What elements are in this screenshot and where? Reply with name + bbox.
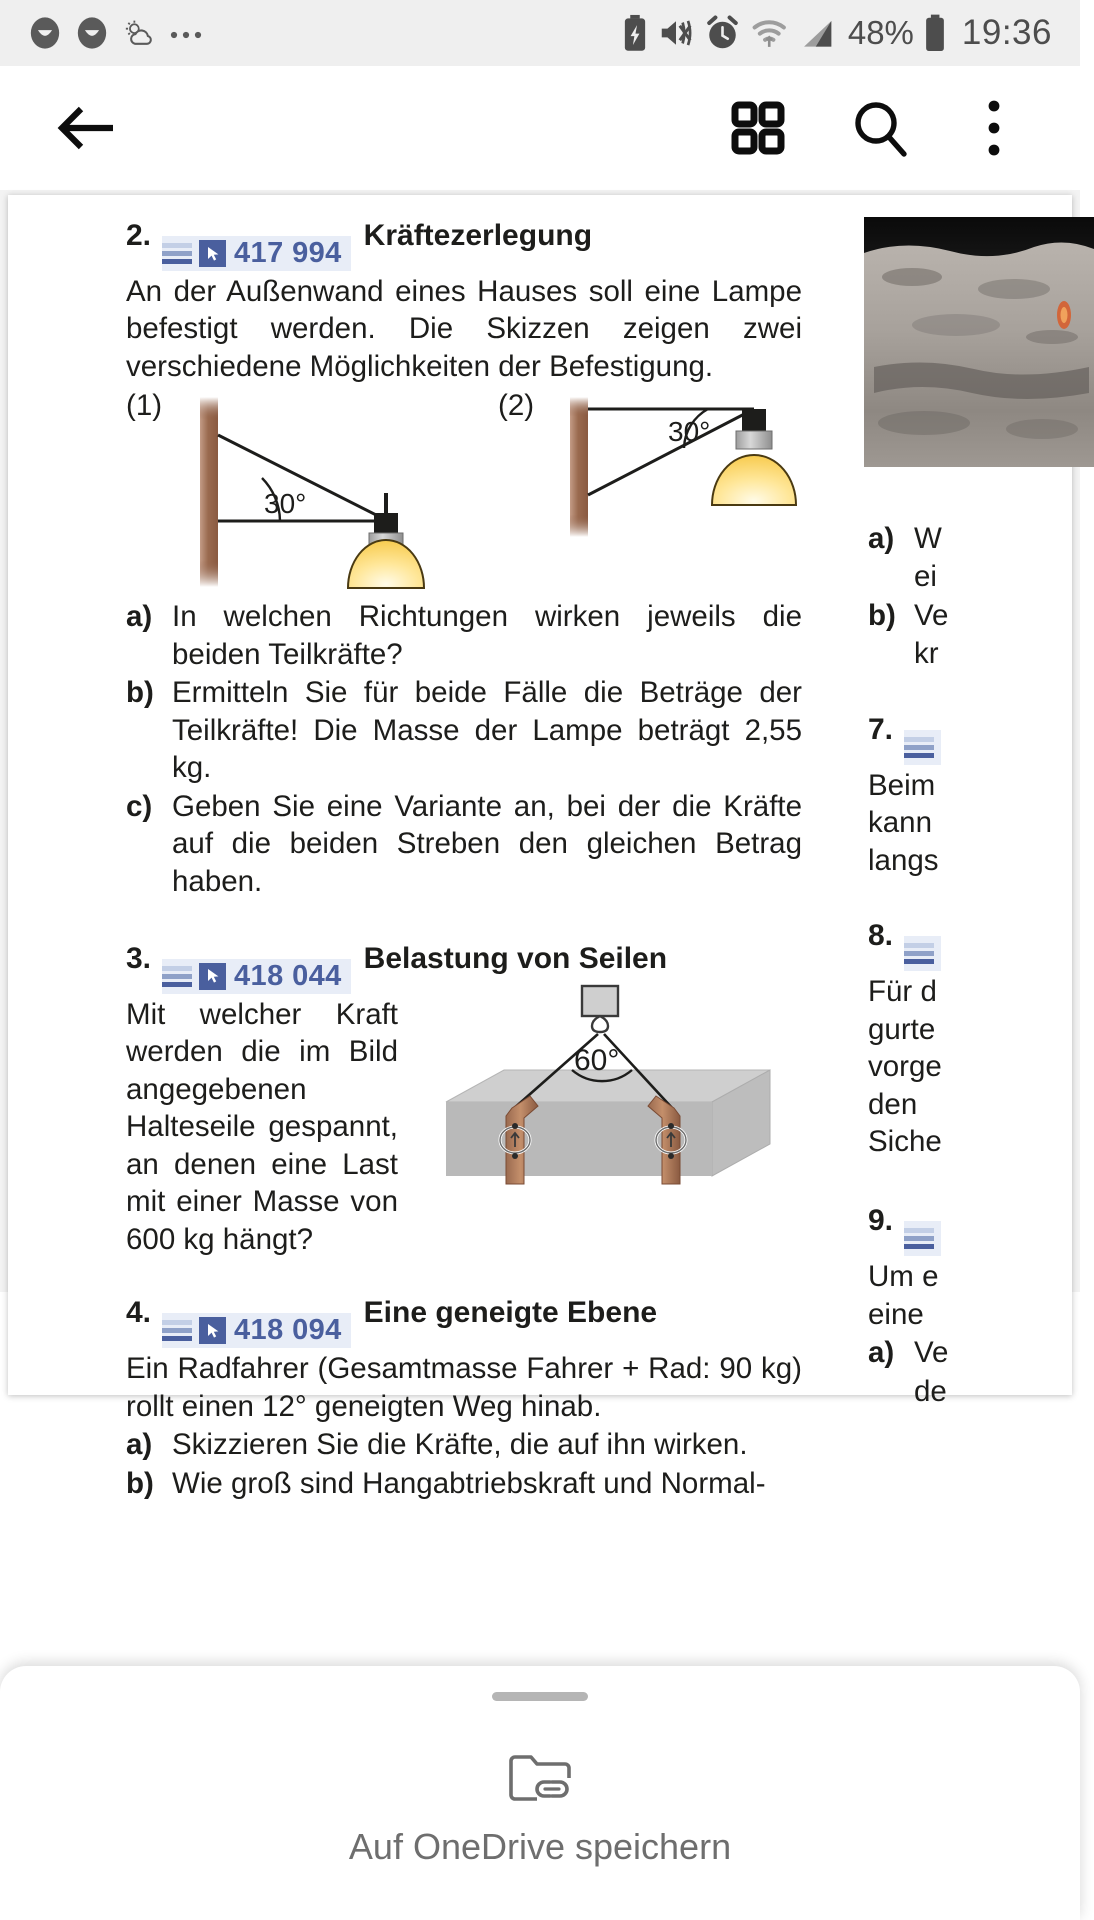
status-bar-left (28, 16, 622, 50)
exercise-number: 2. (126, 219, 152, 252)
weather-icon (122, 17, 155, 50)
more-dots-icon (168, 26, 210, 40)
list-item (868, 558, 1078, 595)
item-text: kr (914, 637, 939, 671)
figure-label-1: (1) (126, 389, 163, 423)
item-text: Ve (914, 1336, 949, 1370)
exercise-header-8 (868, 917, 1078, 968)
cursor-icon (199, 963, 226, 990)
exercise-2-intro: An der Außenwand eines Hauses soll eine Lampe befestigt werden. Die Skizzen zeigen zwei verschiedene Möglichkeiten der Befestigung. (126, 275, 802, 383)
onedrive-save-label[interactable]: Auf OneDrive speichern (348, 1826, 732, 1867)
wifi-icon (750, 14, 790, 52)
figure-label-2: (2) (498, 389, 535, 423)
back-arrow-icon[interactable] (40, 82, 132, 174)
exercise-7-line: langs (868, 843, 939, 877)
exercise-7-line: kann (868, 806, 932, 840)
bars-icon (904, 1228, 934, 1249)
list-item (126, 1465, 802, 1502)
exercise-title: Eine geneigte Ebene (363, 1296, 658, 1330)
exercise-number: 4. (126, 1296, 152, 1330)
exercise-7-line: Beim (868, 768, 936, 802)
item-key (868, 1373, 914, 1410)
item-key (868, 635, 914, 672)
onedrive-save-icon[interactable] (507, 1749, 573, 1812)
emoji-icon (75, 16, 109, 50)
battery-saver-icon (622, 14, 648, 52)
exercise-code-badge[interactable] (904, 730, 941, 765)
mute-vibrate-icon (657, 14, 695, 52)
drag-handle[interactable] (492, 1692, 588, 1701)
exercise-8-line: den (868, 1087, 918, 1121)
item-text: W (914, 522, 942, 555)
exercise-3-intro: Mit welcher Kraft werden die im Bild angegebenen Halteseile gespannt, an denen eine Last mit einer Masse von 600 kg hängt? (126, 997, 398, 1256)
item-key: b) (868, 598, 896, 632)
exercise-code-badge[interactable] (162, 236, 351, 271)
item-key: a) (126, 1428, 153, 1462)
status-bar-right (622, 13, 1052, 53)
svg-text:30°: 30° (668, 416, 711, 448)
bars-icon (162, 966, 192, 987)
emoji-icon (28, 16, 62, 50)
item-key: c) (126, 789, 153, 823)
exercise-8-line: vorge (868, 1050, 942, 1084)
exercise-code-badge[interactable] (162, 959, 351, 994)
list-item (868, 635, 1078, 672)
item-key: a) (868, 1336, 895, 1370)
list-item (868, 1373, 1078, 1410)
cursor-icon (199, 240, 226, 267)
exercise-number: 3. (126, 941, 152, 975)
clock-label: 19:36 (961, 13, 1052, 52)
item-text: Ermitteln Sie für beide Fälle die Beträge der Teilkräfte! Die Masse der Lampe beträgt 2,55 kg. (172, 676, 802, 785)
item-text: Wie groß sind Hangabtriebskraft und Normal- (172, 1466, 766, 1500)
bars-icon (904, 943, 934, 964)
status-bar (0, 0, 1080, 66)
item-key: b) (126, 676, 154, 710)
exercise-header-4 (126, 1294, 802, 1345)
exercise-number: 7. (868, 712, 894, 746)
item-text: de (914, 1374, 947, 1408)
exercise-code: 417 994 (234, 237, 342, 270)
bars-icon (162, 243, 192, 264)
spacer (126, 900, 802, 940)
list-item (126, 674, 802, 786)
exercise-number: 8. (868, 919, 894, 953)
item-text: Geben Sie eine Variante an, bei der die Kräfte auf die beiden Streben den gleichen Betrag haben. (172, 789, 802, 898)
svg-text:60°: 60° (574, 1043, 620, 1077)
exercise-8-line: gurte (868, 1012, 936, 1046)
exercise-9-line: Um e (868, 1260, 939, 1294)
item-text: ei (914, 560, 937, 594)
grid-view-icon[interactable] (712, 82, 804, 174)
battery-icon (923, 14, 947, 52)
exercise-number: 9. (868, 1204, 894, 1238)
exercise-title: Kräftezerlegung (363, 219, 593, 252)
item-text: In welchen Richtungen wirken jeweils die beiden Teilkräfte? (172, 600, 802, 671)
alarm-icon (704, 15, 741, 52)
item-key (868, 558, 914, 595)
svg-text:30°: 30° (264, 488, 307, 520)
more-vertical-icon[interactable] (948, 82, 1040, 174)
exercise-title: Belastung von Seilen (363, 941, 668, 975)
lunar-surface-photo (864, 217, 1094, 467)
exercise-code-badge[interactable] (904, 1221, 941, 1256)
search-icon[interactable] (834, 82, 926, 174)
bars-icon (162, 1320, 192, 1341)
item-key: a) (868, 522, 895, 555)
exercise-4-intro: Ein Radfahrer (Gesamtmasse Fahrer + Rad: 90 kg) rollt einen 12° geneigten Weg hinab. (126, 1352, 802, 1423)
document-viewport[interactable] (0, 190, 1080, 1500)
item-text: Ve (914, 598, 949, 632)
right-column (868, 217, 1078, 1408)
exercise-header-9 (868, 1202, 1078, 1253)
cursor-icon (199, 1317, 226, 1344)
list-item (868, 520, 1078, 557)
exercise-header-7 (868, 711, 1078, 762)
list-item (868, 1334, 1078, 1371)
item-text: Skizzieren Sie die Kräfte, die auf ihn wirken. (172, 1428, 748, 1462)
share-bottom-sheet (0, 1666, 1080, 1920)
document-page (8, 195, 1072, 1500)
battery-percent-label: 48% (847, 14, 914, 51)
sheet-gap (0, 1630, 1080, 1666)
list-item (126, 1426, 802, 1463)
exercise-8-line: Siche (868, 1124, 942, 1158)
exercise-8-line: Für d (868, 975, 937, 1009)
app-bar (0, 66, 1080, 190)
rope-load-figure (422, 984, 812, 1214)
list-item (868, 597, 1078, 634)
exercise-header-2 (126, 217, 802, 268)
list-item (126, 788, 802, 900)
item-key: a) (126, 600, 153, 634)
exercise-code-badge[interactable] (162, 1313, 351, 1348)
list-item (126, 598, 802, 673)
exercise-9-line: eine (868, 1297, 924, 1331)
exercise-code-badge[interactable] (904, 936, 941, 971)
exercise-code: 418 094 (234, 1314, 342, 1347)
exercise-2-figures (126, 387, 802, 597)
bars-icon (904, 737, 934, 758)
lamp-figure-2 (558, 383, 838, 593)
item-key: b) (126, 1466, 154, 1500)
signal-icon (799, 14, 837, 52)
left-column (126, 217, 802, 1502)
spacer (126, 1258, 802, 1294)
exercise-code: 418 044 (234, 960, 342, 993)
lamp-figure-1 (188, 383, 468, 593)
column-divider (832, 195, 833, 1395)
